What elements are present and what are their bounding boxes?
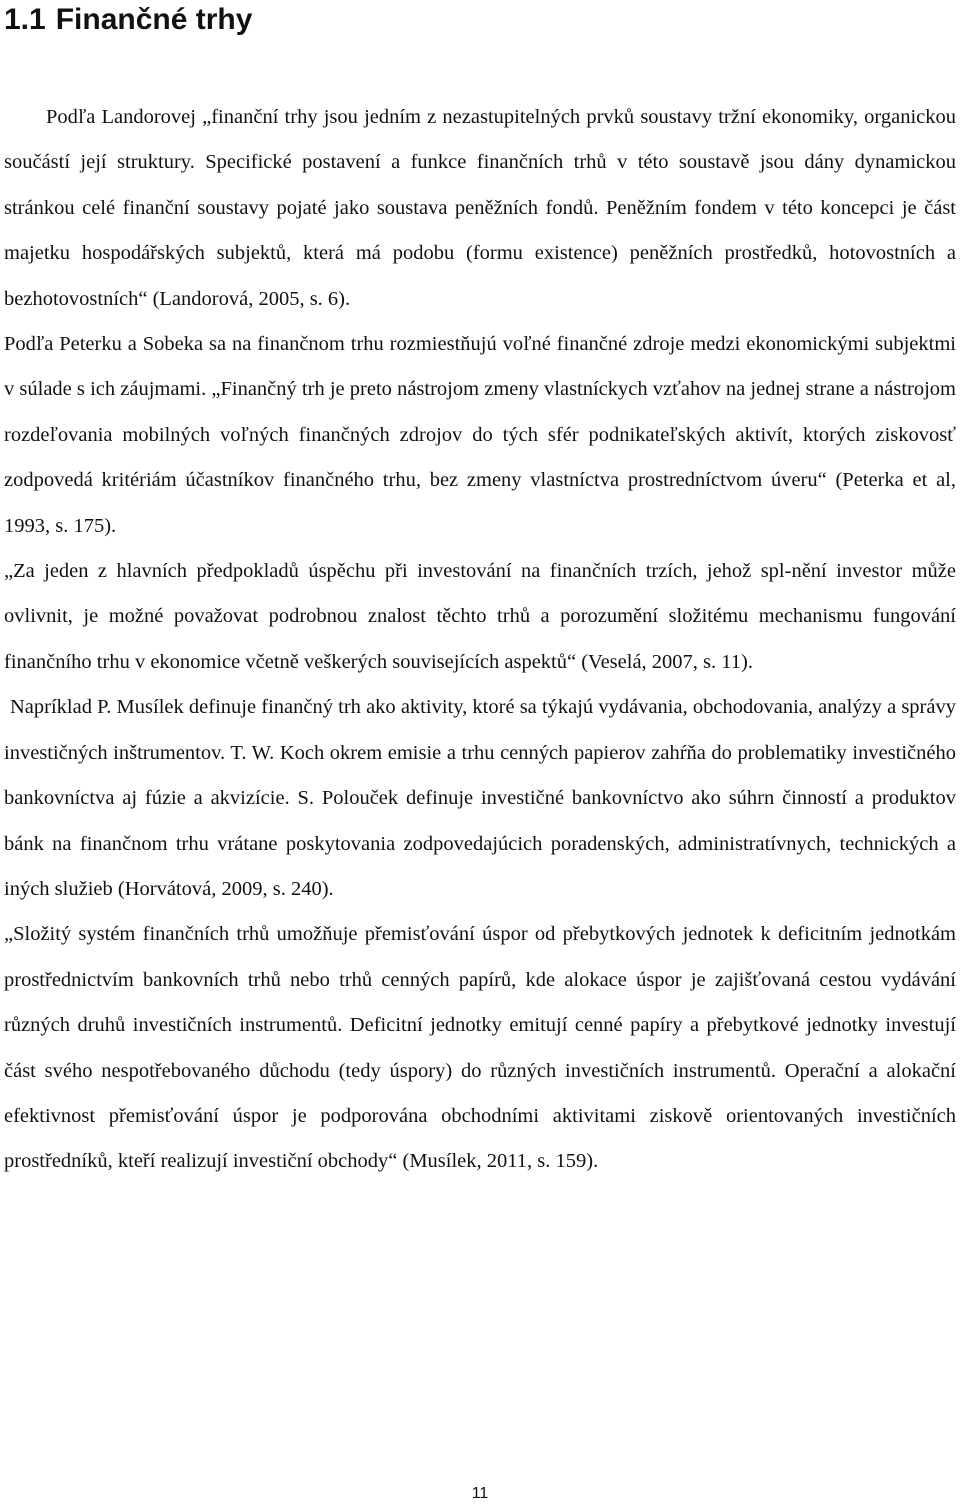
paragraph-horvatova: Napríklad P. Musílek definuje finančný trh ako aktivity, ktoré sa týkajú vydávania, obchodovania, analýzy a správy investičných inštrumentov. T. W. Koch okrem emisie a trhu cenných papierov zahŕňa do problematiky investičného bankovníctva aj fúzie a akvizície. S. Polouček definuje investičné bankovníctvo ako súhrn činností a produktov bánk na finančnom trhu vrátane poskytovania zodpovedajúcich poradenských, administratívnych, technických a iných služieb (Horvátová, 2009, s. 240).	[4, 696, 956, 900]
section-number: 1.1	[4, 3, 46, 36]
body-text	[4, 95, 956, 1185]
paragraph-vesela: „Za jeden z hlavních předpokladů úspěchu při investování na finančních trzích, jehož spl-nění investor může ovlivnit, je možné považovat podrobnou znalost těchto trhů a porozumění složitému mechanismu fungování finančního trhu v ekonomice včetně veškerých souvisejících aspektů“ (Veselá, 2007, s. 11).	[4, 560, 956, 673]
section-heading	[4, 2, 252, 38]
page-number: 11	[471, 1485, 489, 1502]
paragraph-peterka: Podľa Peterku a Sobeka sa na finančnom trhu rozmiestňujú voľné finančné zdroje medzi ekonomickými subjektmi v súlade s ich záujmami. „Finančný trh je preto nástrojom zmeny vlastníckych vzťahov na jednej strane a nástrojom rozdeľovania mobilných voľných finančných zdrojov do tých sfér podnikateľských aktivít, ktorých ziskovosť zodpovedá kritériám účastníkov finančného trhu, bez zmeny vlastníctva prostredníctvom úveru“ (Peterka et al, 1993, s. 175).	[4, 333, 956, 537]
paragraph-musilek: „Složitý systém finančních trhů umožňuje přemisťování úspor od přebytkových jednotek k deficitním jednotkám prostřednictvím bankovních trhů nebo trhů cenných papírů, kde alokace úspor je zajišťovaná cestou vydávání různých druhů investičních instrumentů. Deficitní jednotky emitují cenné papíry a přebytkové jednotky investují část svého nespotřebovaného důchodu (tedy úspory) do různých investičních instrumentů. Operační a alokační efektivnost přemisťování úspor je podporována obchodními aktivitami ziskově orientovaných investičních prostředníků, kteří realizují investiční obchody“ (Musílek, 2011, s. 159).	[4, 923, 956, 1173]
paragraph-landorova: Podľa Landorovej „finanční trhy jsou jedním z nezastupitelných prvků soustavy tržní ekonomiky, organickou součástí její struktury. Specifické postavení a funkce finančních trhů v této soustavě jsou dány dynamickou stránkou celé finanční soustavy pojaté jako soustava peněžních fondů. Peněžním fondem v této koncepci je část majetku hospodářských subjektů, která má podobu (formu existence) peněžních prostředků, hotovostních a bezhotovostních“ (Landorová, 2005, s. 6).	[4, 106, 956, 310]
section-title: Finančné trhy	[55, 3, 253, 36]
